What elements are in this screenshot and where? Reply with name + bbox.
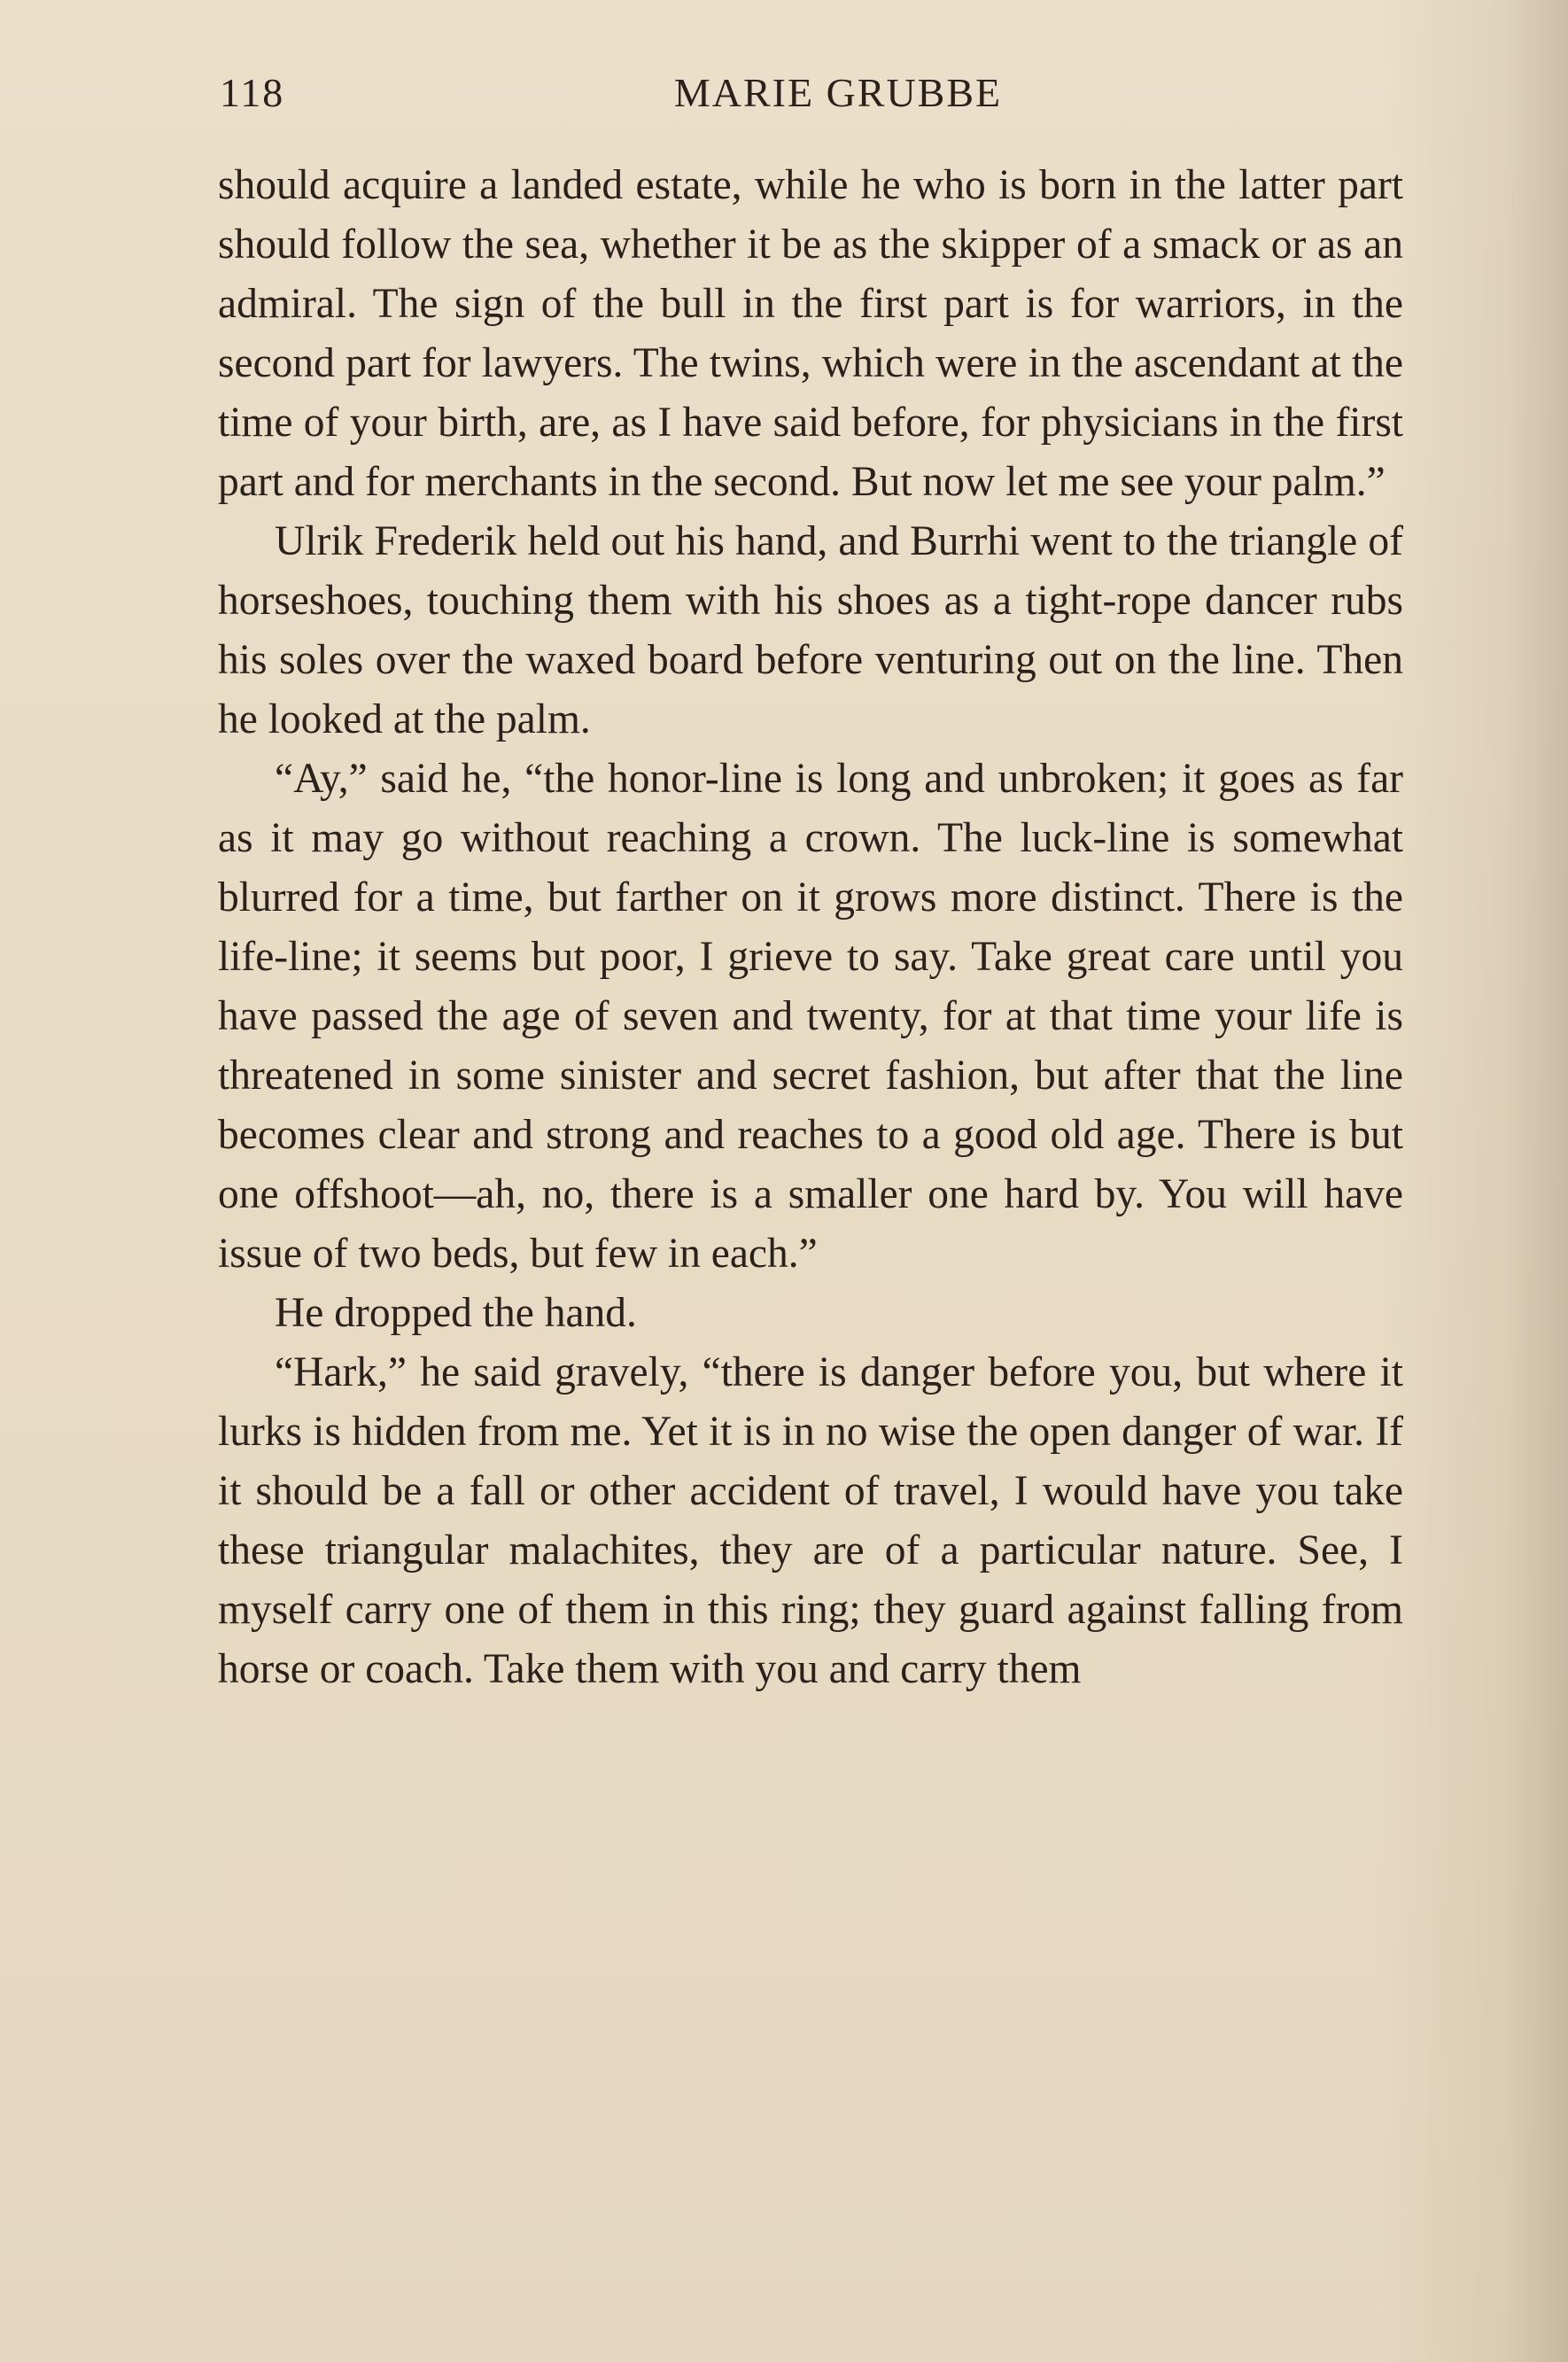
body-text <box>218 156 1403 1699</box>
book-title: MARIE GRUBBE <box>673 70 1003 115</box>
paragraph: He dropped the hand. <box>275 1290 637 1336</box>
paragraph: should acquire a landed estate, while he who is born in the latter part should follow the sea, whether it be as the skipper of a smack or as an admiral. The sign of the bull in the first part is for warriors, in the second part for lawyers. The twins, which were in the ascendant at the time of your birth, are, as I have said before, for physicians in the first part and for merchants in the second. But now let me see your palm.” <box>218 162 1403 505</box>
paragraph: Ulrik Frederik held out his hand, and Burrhi went to the triangle of horseshoes, touching them with his shoes as a tight-rope dancer rubs his soles over the waxed board before venturing out on the line. Then he looked at the palm. <box>218 518 1403 742</box>
paragraph: “Hark,” he said gravely, “there is danger before you, but where it lurks is hidden from me. Yet it is in no wise the open danger of war. If it should be a fall or other accident of travel, I would have you take these triangular malachites, they are of a particular nature. See, I myself carry one of them in this ring; they guard against falling from horse or coach. Take them with you and carry them <box>218 1349 1403 1692</box>
paragraph: “Ay,” said he, “the honor-line is long and unbroken; it goes as far as it may go without reaching a crown. The luck-line is somewhat blurred for a time, but farther on it grows more distinct. There is the life-line; it seems but poor, I grieve to say. Take great care until you have passed the age of seven and twenty, for at that time your life is threatened in some sinister and secret fashion, but after that the line becomes clear and strong and reaches to a good old age. There is but one offshoot—ah, no, there is a smaller one hard by. You will have issue of two beds, but few in each.” <box>218 756 1403 1277</box>
running-head <box>220 69 1403 122</box>
page-number: 118 <box>220 70 285 115</box>
